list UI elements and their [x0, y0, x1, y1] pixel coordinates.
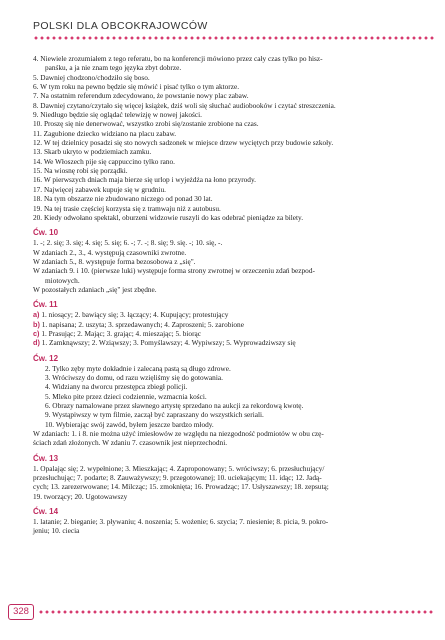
top-answer-list	[33, 54, 431, 222]
list-item: 13. Skarb ukryto w podziemiach zamku.	[33, 147, 152, 157]
answer-item-b	[33, 320, 431, 329]
header-title: POLSKI DLA OBCOKRAJOWCÓW	[33, 20, 208, 32]
answer-line: przesłuchując; 7. podarte; 8. Zauważywszy; 9. przegotowanej; 10. uciekającym; 11. idąc; 12. Jadą-	[33, 473, 322, 483]
exercise-10	[33, 228, 431, 294]
answer-line: 1. -; 2. się; 3. się; 4. się; 5. się; 6. -; 7. -; 8. się; 9. się. -; 10. się, -.	[33, 238, 223, 248]
page-content	[33, 54, 431, 536]
answer-item-d	[33, 338, 431, 347]
list-item: 14. We Włoszech pije się cappuccino tylko rano.	[33, 156, 175, 166]
item-letter: d)	[33, 338, 40, 348]
item-text: 1. Zamknąwszy; 2. Wziąwszy; 3. Pomyślawszy; 4. Wypiwszy; 5. Wyprowadziwszy się	[41, 338, 296, 348]
page-number: 328	[8, 604, 34, 620]
list-item: 11. Zagubione dziecko widziano na placu zabaw.	[33, 128, 177, 138]
answer-line: 1. Opalając się; 2. wypełnione; 3. Mieszkając; 4. Zaproponowany; 5. wróciwszy; 6. przesłuchujący/	[33, 463, 325, 473]
exercise-14-title: Ćw. 14	[33, 507, 59, 517]
list-item-continuation: panśku, a ja nie znam tego języka zbyt dobrze.	[45, 63, 182, 73]
answer-line: 10. Wybierając swój zawód, byłem jeszcze bardzo młody.	[45, 419, 214, 429]
exercise-14	[33, 507, 431, 536]
list-item: 16. W pierwszych dniach maja bierze się urlop i wyjeżdża na łono przyrody.	[33, 175, 256, 185]
list-item: 19. Na tej trasie częściej korzysta się z tramwaju niż z autobusu.	[33, 203, 221, 213]
answer-line: W zdaniach 5., 8. występuje forma bezosobowa z „się".	[33, 256, 196, 266]
note-line: ściach zdań złożonych. W zdaniu 7. czasownik jest nieprzechodni.	[33, 438, 228, 448]
answer-line: 9. Wystąpiwszy w tym filmie, zaczął być zapraszany do wszystkich seriali.	[45, 410, 264, 420]
item-letter: a)	[33, 310, 40, 320]
note-line: W zdaniach: 1. i 8. nie można użyć imiesłowów ze względu na niezgodność podmiotów w obu czę-	[33, 429, 324, 439]
item-letter: b)	[33, 319, 40, 329]
exercise-11	[33, 300, 431, 347]
answer-line-continuation: miotowych.	[45, 275, 80, 285]
answer-line: 4. Widziany na dworcu przestępca zbiegł policji.	[45, 382, 188, 392]
list-item: 6. W tym roku na pewno będzie się mówić i pisać tylko o tym aktorze.	[33, 82, 240, 92]
item-text: 1. Prasując; 2. Mając; 3. grając; 4. mieszając; 5. biorąc	[41, 328, 201, 338]
answer-line: 5. Mleko pite przez dzieci codziennie, wzmacnia kości.	[45, 391, 207, 401]
footer-dotted-rule	[38, 610, 435, 614]
list-item: 18. Na tym obszarze nie zbudowano niczego od ponad 30 lat.	[33, 194, 213, 204]
answer-line: cych; 13. zarezerwowane; 14. Milcząc; 15. zmoknięta; 16. Prowadząc; 17. Usłyszawszy; 18. zepsutą;	[33, 482, 329, 492]
answer-line: 1. latanie; 2. bieganie; 3. pływaniu; 4. noszenia; 5. wożenie; 6. szycia; 7. niesienie; 8. picia, 9. pokro-	[33, 517, 329, 527]
exercise-13	[33, 454, 431, 501]
exercise-12-title: Ćw. 12	[33, 353, 59, 363]
answer-item-a	[33, 310, 431, 319]
header-dotted-rule	[33, 36, 435, 40]
item-text: 1. niosący; 2. bawiący się; 3. łączący; 4. Kupujący; protestujący	[41, 310, 229, 320]
list-item: 7. Na ostatnim referendum zdecydowano, że powstanie nowy plac zabaw.	[33, 91, 249, 101]
answer-line: W zdaniach 9. i 10. (pierwsze luki) występuje forma strony zwrotnej w orzeczeniu zdań bezpod-	[33, 266, 315, 276]
answer-line: 2. Tylko zęby myte dokładnie i zalecaną pastą są długo zdrowe.	[45, 363, 231, 373]
answer-line: W pozostałych zdaniach „się" jest zbędne.	[33, 284, 157, 294]
list-item: 4. Niewiele zrozumiałem z tego referatu, bo na konferencji mówiono przez cały czas tylko po hisz-	[33, 54, 323, 63]
list-item: 17. Najwięcej zabawek kupuje się w grudniu.	[33, 184, 166, 194]
exercise-11-title: Ćw. 11	[33, 300, 58, 310]
list-item: 15. Na wiosnę robi się porządki.	[33, 166, 128, 176]
list-item: 5. Dawniej chodzono/chodziło się boso.	[33, 72, 150, 82]
exercise-12	[33, 354, 431, 448]
answer-line: W zdaniach 2., 3., 4. występują czasowniki zwrotne.	[33, 247, 187, 257]
item-letter: c)	[33, 328, 40, 338]
answer-line: 3. Wróciwszy do domu, od razu wzięliśmy się do gotowania.	[45, 372, 223, 382]
list-item: 12. W tej dzielnicy posadzi się sto nowych sadzonek w miejsce drzew wyciętych przy budowie szkoły.	[33, 138, 334, 148]
list-item: 8. Dawniej czytano/czytało się więcej książek, dziś woli się słuchać audiobooków i czytać streszczenia.	[33, 100, 336, 110]
page-header	[33, 20, 435, 40]
exercise-10-title: Ćw. 10	[33, 228, 59, 238]
answer-line: jeniu; 10. ciecia	[33, 526, 80, 536]
list-item: 20. Kiedy odwołano spektakl, oburzeni widzowie ruszyli do kas odebrać pieniądze za bilety.	[33, 212, 304, 222]
list-item: 10. Proszę się nie denerwować, wszystko zrobi się/zostanie zrobione na czas.	[33, 119, 259, 129]
exercise-13-title: Ćw. 13	[33, 453, 59, 463]
answer-item-c	[33, 329, 431, 338]
list-item: 9. Niedługo będzie się oglądać telewizję w nowej jakości.	[33, 110, 202, 120]
answer-line: 19. tworzący; 20. Ugotowawszy	[33, 491, 128, 501]
answer-line: 6. Obrazy namalowane przez sławnego artystę sprzedano na aukcji za rekordową kwotę.	[45, 401, 304, 410]
item-text: 1. napisana; 2. uszyta; 3. sprzedawanych; 4. Zaproszeni; 5. zarobione	[41, 319, 244, 329]
